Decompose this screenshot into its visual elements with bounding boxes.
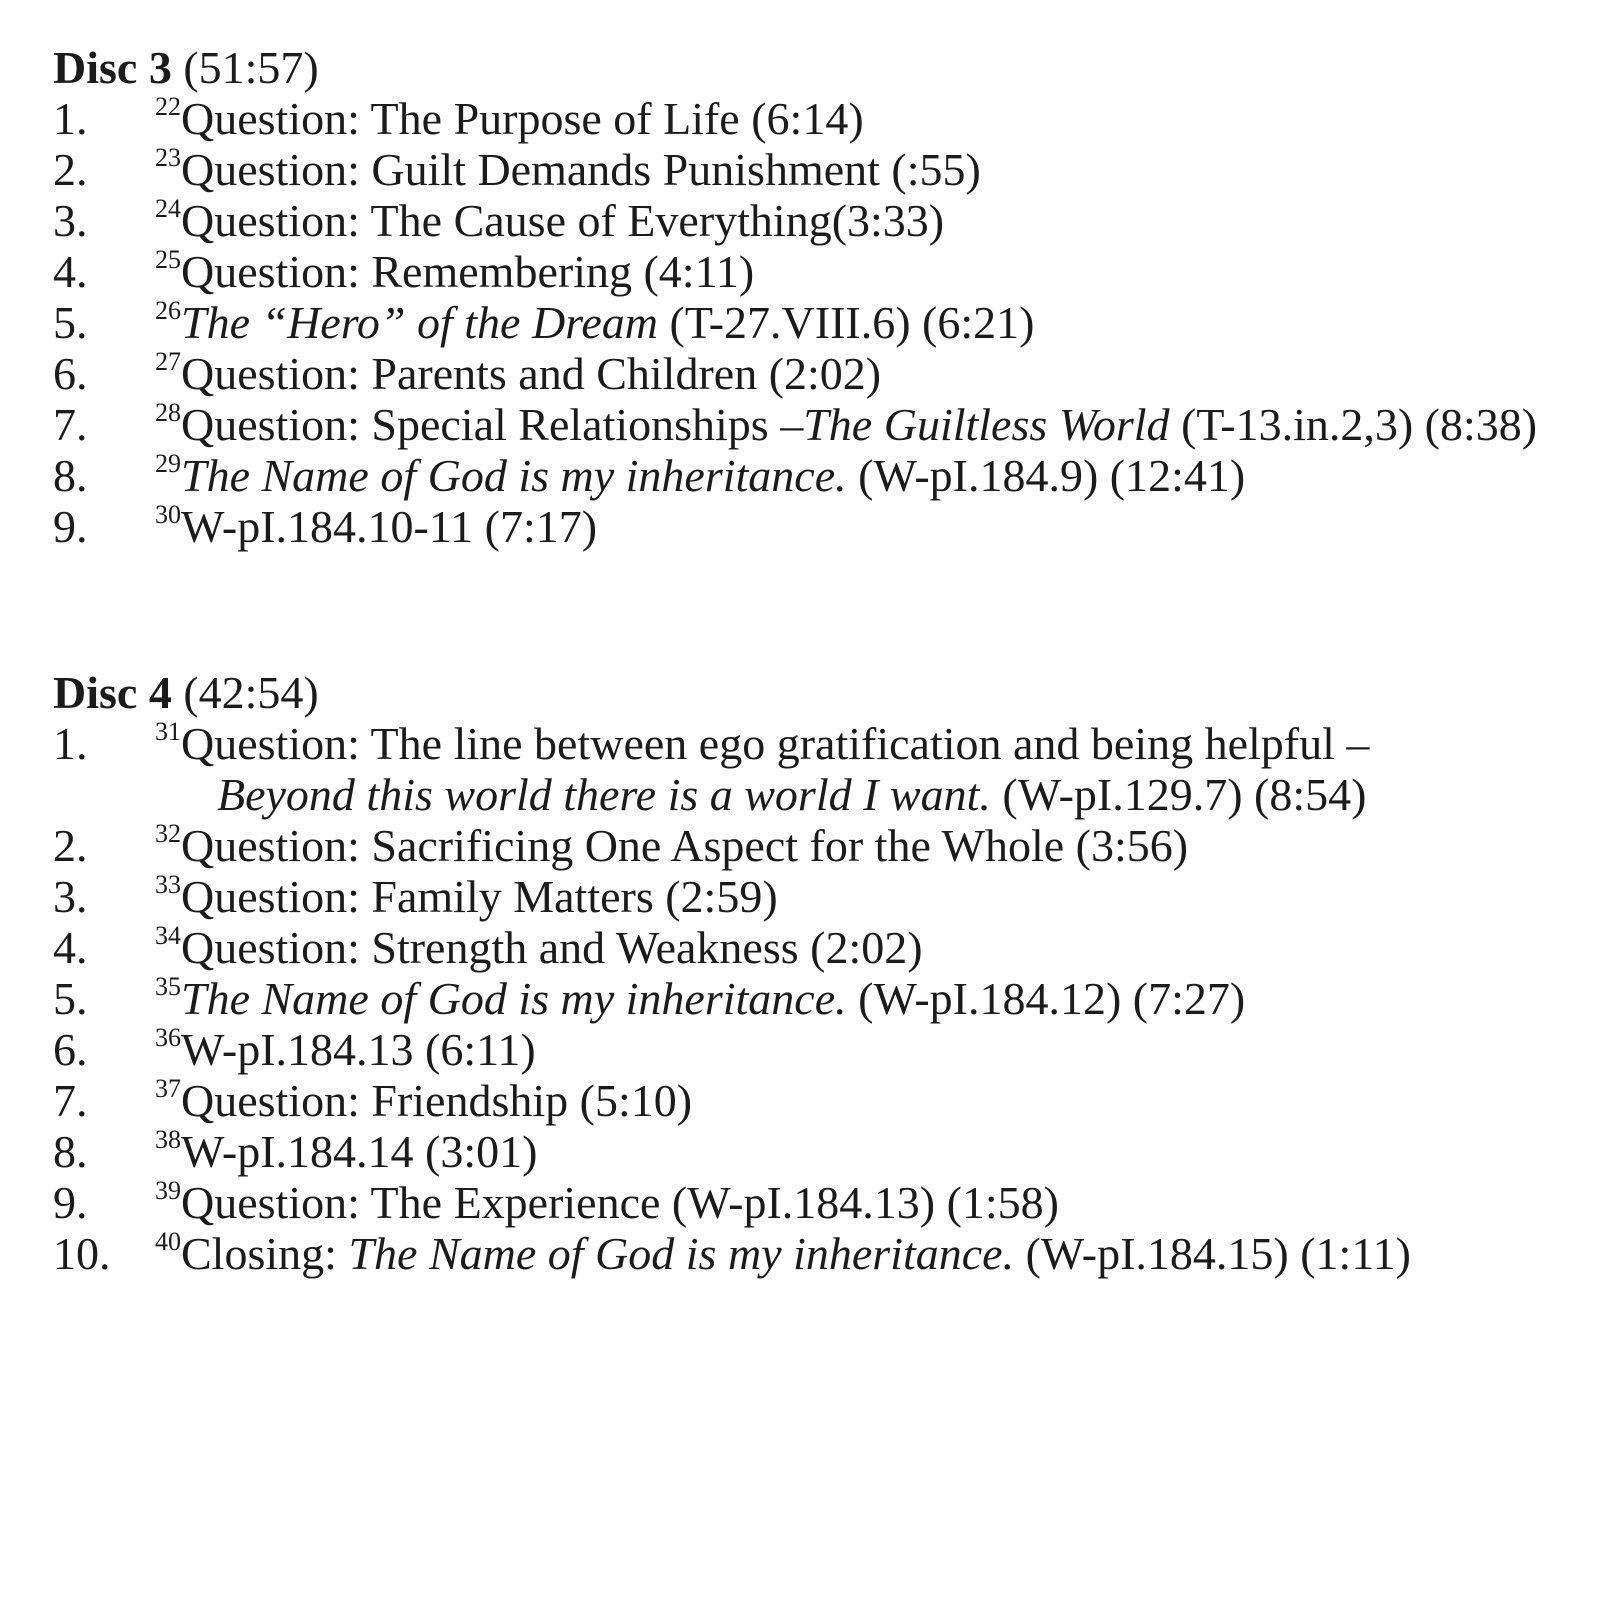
track-superscript: 34 [155,921,181,950]
track-text: The “Hero” of the Dream [181,297,659,348]
disc-title: Disc 3 [53,42,172,93]
track-line [155,973,1590,1024]
track-row [53,195,1590,246]
track-content [155,297,1590,348]
track-text: W-pI.184.13 (6:11) [181,1024,536,1075]
track-content [155,718,1590,820]
track-line [155,1177,1590,1228]
track-number: 2. [53,820,88,871]
track-row [53,93,1590,144]
track-number: 4. [53,922,88,973]
track-superscript: 39 [155,1176,181,1205]
track-superscript: 28 [155,398,181,427]
track-row [53,922,1590,973]
track-text: (W-pI.184.9) (12:41) [846,450,1246,501]
track-text: (T-13.in.2,3) (8:38) [1169,399,1538,450]
track-content [155,1228,1590,1279]
track-row [53,144,1590,195]
track-number: 7. [53,399,88,450]
track-content [155,973,1590,1024]
track-content [155,1177,1590,1228]
track-text: (W-pI.184.15) (1:11) [1014,1228,1411,1279]
track-line [155,1126,1590,1177]
track-text: Question: The Experience (W-pI.184.13) (1:58) [181,1177,1059,1228]
track-number: 8. [53,450,88,501]
track-content [155,144,1590,195]
track-content [155,1075,1590,1126]
track-line [155,1075,1590,1126]
track-superscript: 36 [155,1023,181,1052]
track-row [53,246,1590,297]
disc-header [53,42,1590,93]
track-number: 1. [53,718,88,769]
track-text: Question: Strength and Weakness (2:02) [181,922,923,973]
track-content [155,195,1590,246]
disc-header [53,667,1590,718]
track-text: W-pI.184.14 (3:01) [181,1126,538,1177]
track-number: 3. [53,871,88,922]
track-row [53,450,1590,501]
disc-section-3 [53,42,1590,552]
track-superscript: 37 [155,1074,181,1103]
track-row [53,820,1590,871]
track-text: Question: Friendship (5:10) [181,1075,693,1126]
track-content [155,501,1590,552]
track-line [155,922,1590,973]
track-line [155,1024,1590,1075]
track-number: 2. [53,144,88,195]
track-line [155,399,1590,450]
track-content [155,93,1590,144]
track-line [155,1228,1590,1279]
track-superscript: 32 [155,819,181,848]
track-text: (W-pI.129.7) (8:54) [990,769,1367,820]
track-row [53,501,1590,552]
track-line [155,93,1590,144]
track-text: The Guiltless World [803,399,1170,450]
track-superscript: 38 [155,1125,181,1154]
track-line [155,718,1590,769]
track-number: 10. [53,1228,111,1279]
track-line [155,195,1590,246]
track-list [53,93,1590,552]
track-line [155,348,1590,399]
track-text: Question: The line between ego gratification and being helpful – [181,718,1370,769]
track-number: 6. [53,348,88,399]
track-row [53,1228,1590,1279]
track-list [53,718,1590,1279]
track-superscript: 31 [155,717,181,746]
track-line [155,246,1590,297]
track-superscript: 25 [155,245,181,274]
track-text: Closing: [181,1228,349,1279]
track-row [53,1075,1590,1126]
track-text: Question: Remembering (4:11) [181,246,755,297]
track-superscript: 22 [155,92,181,121]
track-row [53,1177,1590,1228]
track-text: Question: Special Relationships – [181,399,804,450]
track-row [53,399,1590,450]
disc-duration: (51:57) [183,42,319,93]
track-number: 5. [53,973,88,1024]
track-text: W-pI.184.10-11 (7:17) [181,501,598,552]
track-line [155,450,1590,501]
track-superscript: 33 [155,870,181,899]
track-text: (T-27.VIII.6) (6:21) [658,297,1035,348]
track-row [53,297,1590,348]
track-number: 9. [53,501,88,552]
track-superscript: 23 [155,143,181,172]
track-superscript: 35 [155,972,181,1001]
track-row [53,871,1590,922]
track-content [155,871,1590,922]
track-row [53,1024,1590,1075]
track-text: Question: Sacrificing One Aspect for the Whole (3:56) [181,820,1189,871]
track-text: The Name of God is my inheritance. [181,450,847,501]
track-line [155,144,1590,195]
track-line [155,820,1590,871]
track-text: Question: Family Matters (2:59) [181,871,778,922]
track-line [155,769,1590,820]
track-content [155,399,1590,450]
track-content [155,1024,1590,1075]
track-number: 9. [53,1177,88,1228]
disc-section-4 [53,667,1590,1279]
track-content [155,922,1590,973]
track-superscript: 27 [155,347,181,376]
track-superscript: 40 [155,1227,181,1256]
disc-duration: (42:54) [183,667,319,718]
track-content [155,348,1590,399]
track-number: 4. [53,246,88,297]
track-superscript: 29 [155,449,181,478]
track-line [155,297,1590,348]
track-text: Beyond this world there is a world I want. [217,769,991,820]
track-superscript: 24 [155,194,181,223]
track-text: Question: The Cause of Everything(3:33) [181,195,945,246]
track-text: The Name of God is my inheritance. [348,1228,1015,1279]
track-text: Question: Guilt Demands Punishment (:55) [181,144,981,195]
track-superscript: 26 [155,296,181,325]
track-number: 7. [53,1075,88,1126]
track-number: 5. [53,297,88,348]
track-text: (W-pI.184.12) (7:27) [846,973,1246,1024]
track-number: 3. [53,195,88,246]
track-row [53,973,1590,1024]
track-number: 1. [53,93,88,144]
track-text: Question: The Purpose of Life (6:14) [181,93,864,144]
disc-title: Disc 4 [53,667,172,718]
track-content [155,1126,1590,1177]
track-text: The Name of God is my inheritance. [181,973,847,1024]
track-text: Question: Parents and Children (2:02) [181,348,882,399]
track-line [155,501,1590,552]
track-number: 6. [53,1024,88,1075]
track-content [155,450,1590,501]
track-row [53,1126,1590,1177]
track-superscript: 30 [155,500,181,529]
track-content [155,820,1590,871]
track-row [53,718,1590,820]
track-content [155,246,1590,297]
track-line [155,871,1590,922]
track-number: 8. [53,1126,88,1177]
track-row [53,348,1590,399]
